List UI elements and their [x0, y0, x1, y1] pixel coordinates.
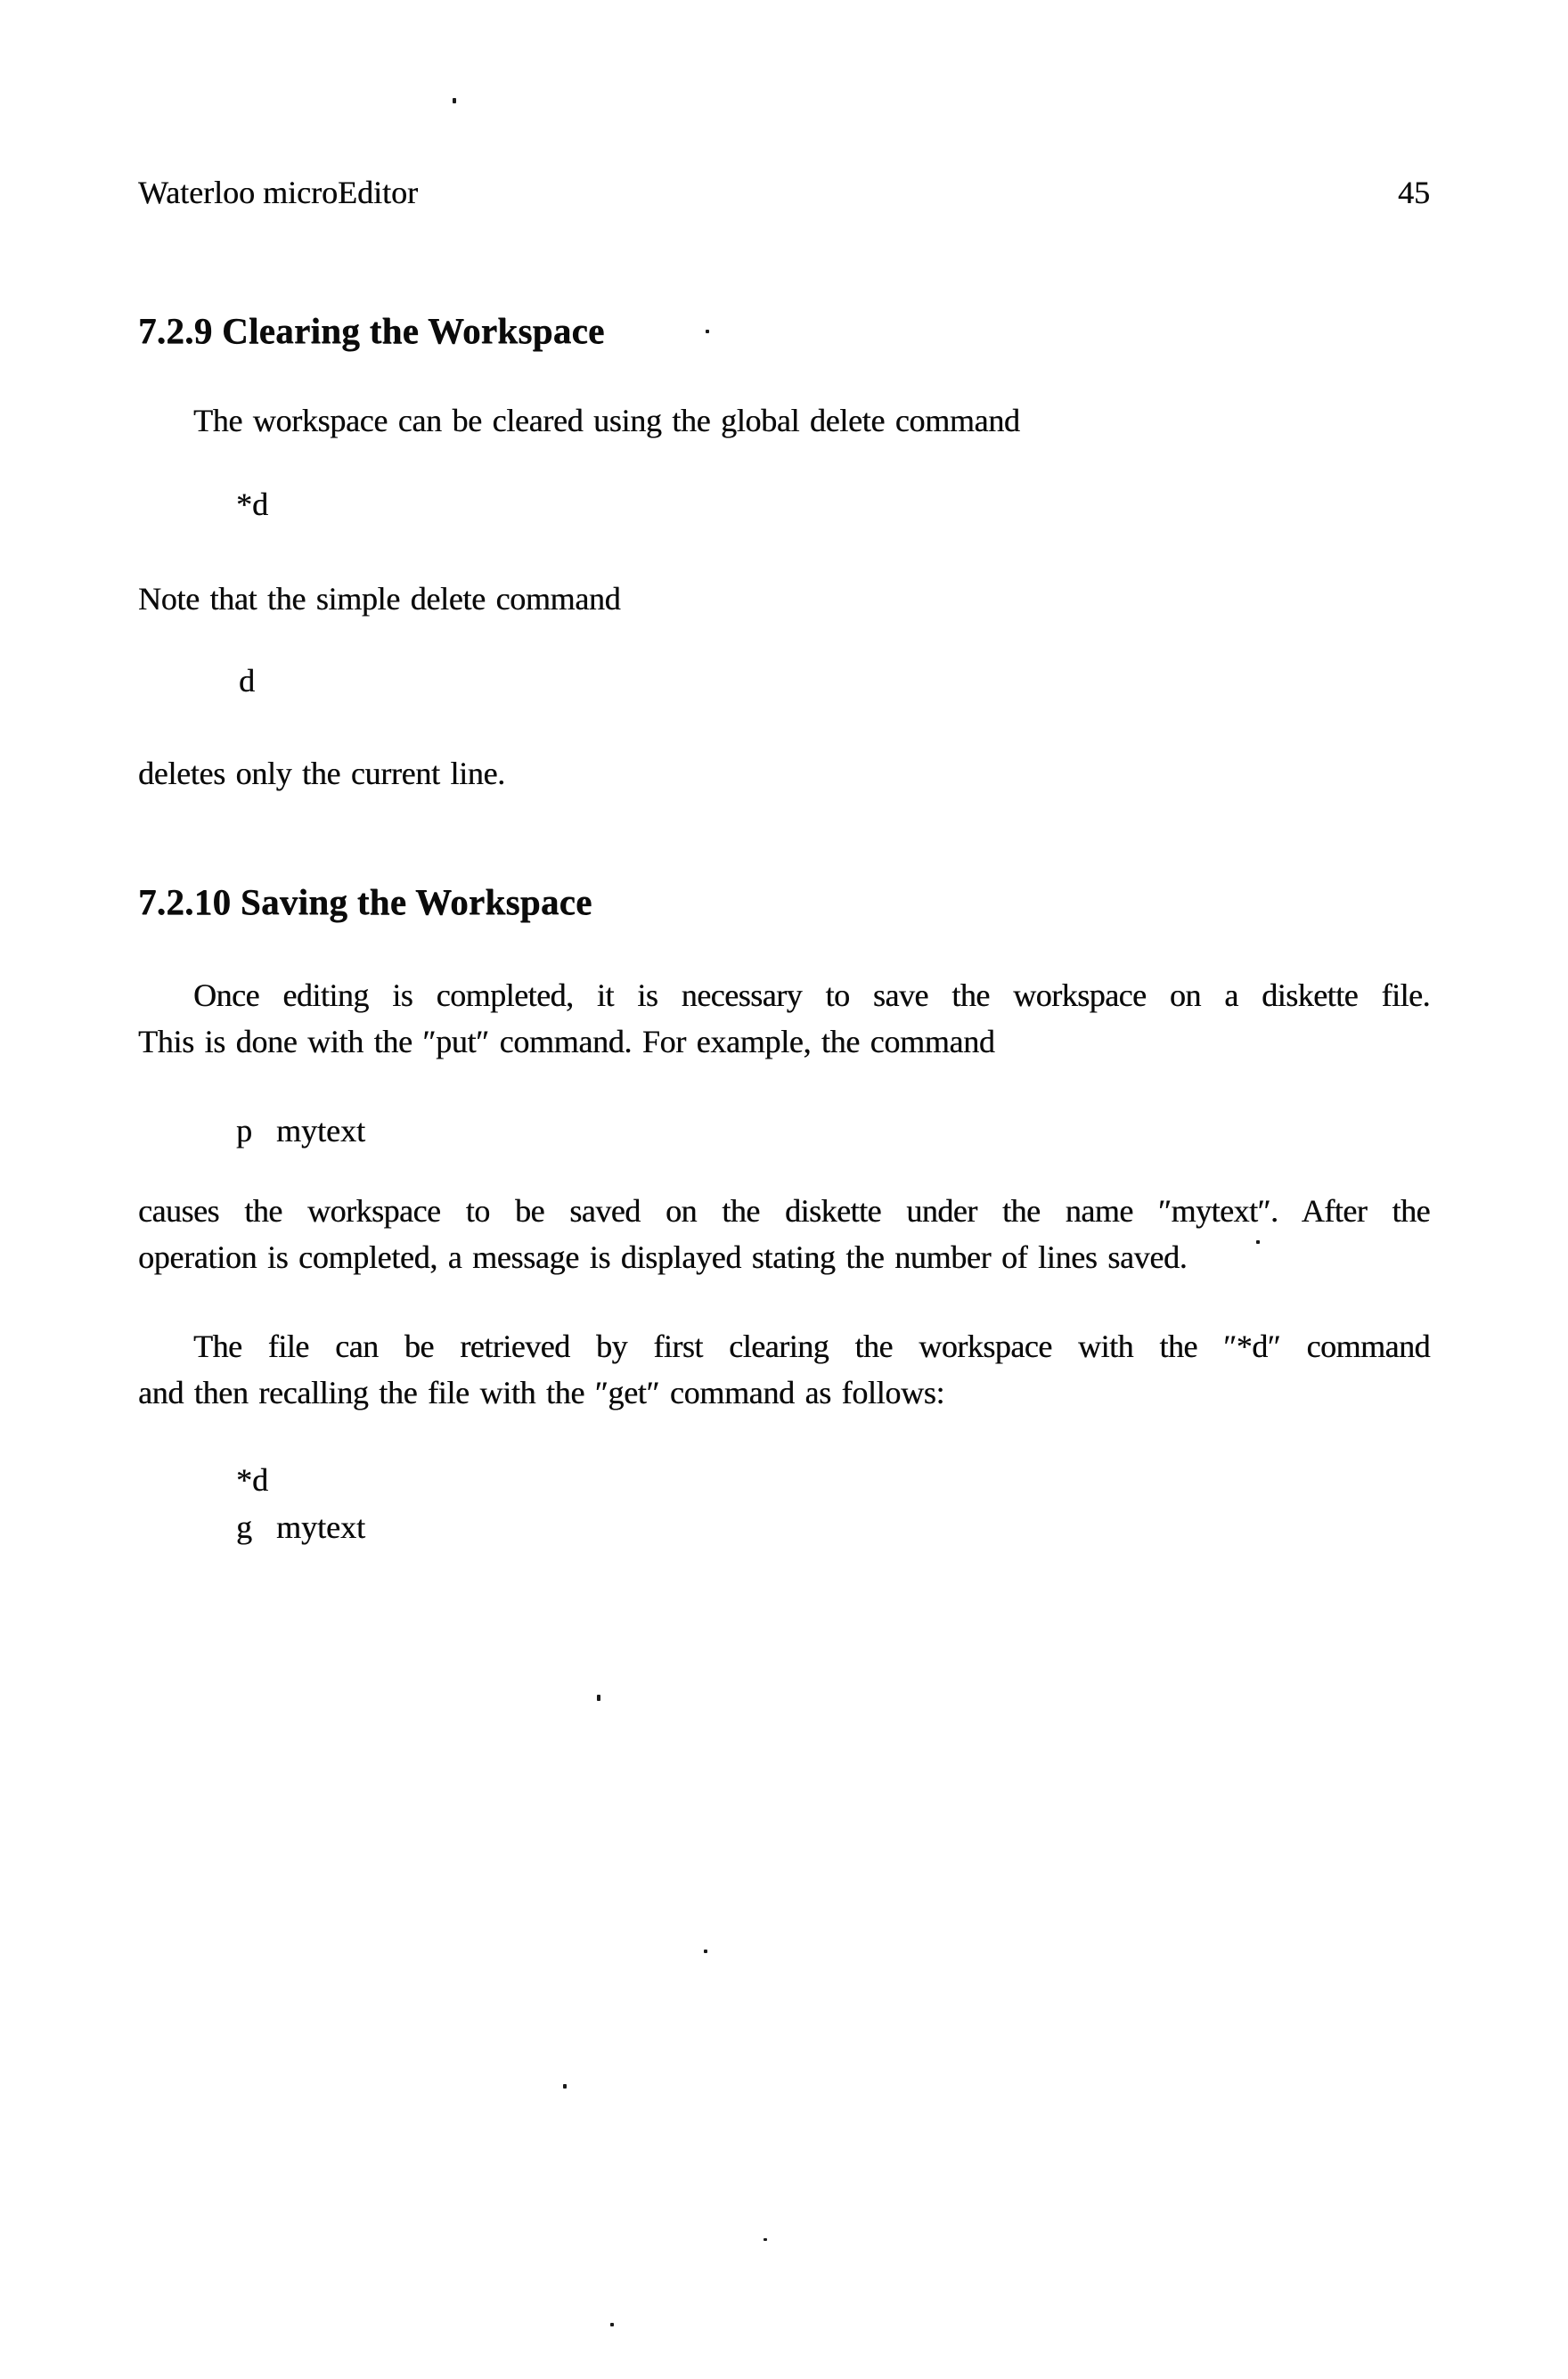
running-header-title: Waterloo microEditor	[138, 175, 418, 210]
paragraph-line: The workspace can be cleared using the global delete command	[193, 403, 1020, 438]
command-put-verb: p	[236, 1113, 252, 1149]
section-heading-saving: 7.2.10 Saving the Workspace	[138, 881, 592, 922]
paragraph-line: Once editing is completed, it is necessary to save the workspace on a diskette file.	[193, 977, 1430, 1013]
scan-speck	[563, 2084, 567, 2089]
paragraph-line: operation is completed, a message is displayed stating the number of lines saved.	[138, 1239, 1188, 1275]
section-heading-clearing: 7.2.9 Clearing the Workspace	[138, 310, 605, 351]
scan-speck	[706, 330, 709, 333]
paragraph-line: This is done with the ″put″ command. For example, the command	[138, 1024, 995, 1059]
paragraph-line: causes the workspace to be saved on the diskette under the name ″mytext″. After the	[138, 1193, 1430, 1229]
command-global-delete: *d	[236, 486, 268, 522]
command-get-filename: mytext	[276, 1509, 365, 1545]
running-header	[138, 169, 1430, 216]
command-put-filename: mytext	[276, 1113, 365, 1149]
scan-speck	[704, 1950, 707, 1953]
paragraph-line: and then recalling the file with the ″get″ command as follows:	[138, 1375, 945, 1410]
command-get	[236, 1504, 365, 1550]
command-put	[236, 1108, 365, 1154]
scan-speck	[764, 2238, 767, 2241]
paragraph-line: deletes only the current line.	[138, 756, 505, 791]
command-delete: d	[239, 663, 255, 699]
paragraph-line: Note that the simple delete command	[138, 581, 621, 617]
paragraph-line: The file can be retrieved by first clearing the workspace with the ″*d″ command	[193, 1328, 1430, 1364]
command-clear: *d	[236, 1462, 268, 1498]
scan-speck	[597, 1695, 600, 1701]
command-get-verb: g	[236, 1509, 252, 1545]
scan-speck	[610, 2323, 614, 2326]
page-number: 45	[1398, 175, 1430, 210]
scan-speck	[1256, 1240, 1260, 1244]
scan-speck	[453, 98, 456, 103]
